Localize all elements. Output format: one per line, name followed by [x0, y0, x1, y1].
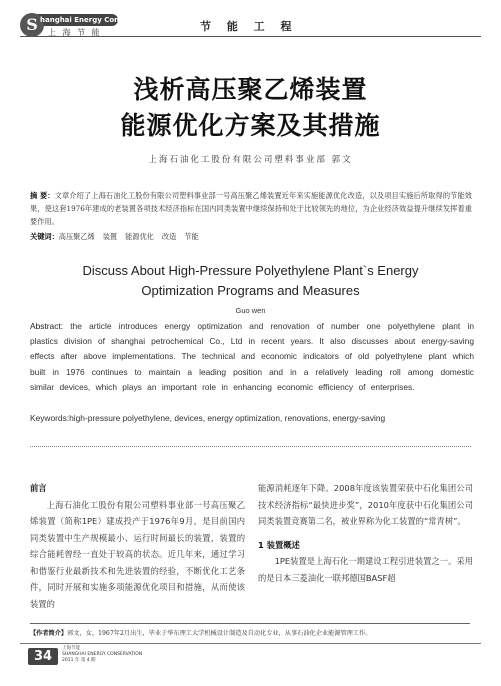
keywords-cn-label: 关键词： — [30, 232, 59, 241]
footer-journal-cn: 上海节能 — [62, 646, 80, 651]
body-paragraph: 能源消耗逐年下降。2008年度该装置荣获中石化集团公司技术经济指标“最快进步奖”，2010年度获中石化集团公司同类装置竞赛第二名，被业界称为化工装置的“常青树”。 — [258, 483, 473, 526]
abstract-cn — [30, 189, 472, 228]
footnote-divider — [30, 623, 470, 624]
english-title-line1: Discuss About High-Pressure Polyethylene Plant`s Energy — [82, 263, 419, 278]
keywords-en-text: high-pressure polyethylene, devices, energy optimization, renovations, energy-saving — [69, 413, 386, 423]
keywords-en-label: Keywords: — [30, 413, 70, 423]
keyword-cn: 高压聚乙烯 — [58, 232, 95, 241]
article-title-line2: 能源优化方案及其措施 — [120, 111, 381, 140]
journal-masthead — [20, 12, 157, 38]
keyword-cn: 能源优化 — [125, 232, 154, 241]
abstract-en-label: Abstract: — [30, 321, 64, 331]
header-divider — [20, 36, 481, 37]
keywords-en — [30, 411, 470, 426]
article-title-line1: 浅析高压聚乙烯装置 — [133, 75, 368, 104]
body-paragraph: 1PE装置是上海石化一期建设工程引进装置之一。采用的是日本三菱油化一联邦德国BASF超 — [258, 556, 473, 583]
keyword-cn: 装置 — [102, 232, 118, 241]
journal-name-en: hanghai Energy Conservation — [40, 16, 157, 24]
footnote-label: 【作者简介】 — [30, 630, 68, 637]
footer-divider — [20, 643, 481, 644]
abstract-cn-text: 文章介绍了上海石油化工股份有限公司塑料事业部一号高压聚乙烯装置近年来实施能源优化改造，以及项目实施后所取得的节能效果，使这套1976年建成的老装置各项技术经济指标在国内同类装置中继续保持和处于比较领先的地位，为企业经济效益提升继续发挥着重要作用。 — [30, 191, 472, 226]
journal-name-cn: 上 海 节 能 — [48, 28, 102, 37]
abstract-en-text: the article introduces energy optimization and renovation of number one polyethylene plant in plastics division of shanghai petrochemical Co., Ltd in recent years. It also discusses about energy-saving effects after above implementations. The technical and economic indicators of old polyethylene plant which built in 1976 continues to maintain a leading position and in a relatively leading roll among domestic similar devices, which plays an important role in enhancing economic efficiency of enterprises. — [30, 321, 474, 392]
footer-journal-info — [62, 646, 142, 664]
preface-heading: 前言 — [30, 483, 47, 493]
keyword-cn: 改造 — [161, 232, 177, 241]
footer-journal-en: SHANGHAI ENERGY CONSERVATION — [62, 652, 143, 657]
abstract-en — [30, 319, 474, 395]
body-column-left — [30, 480, 245, 612]
author-affiliation: 上海石油化工股份有限公司塑料事业部 郭文 — [148, 155, 353, 165]
abstract-cn-label: 摘 要： — [30, 191, 55, 200]
page-number: 34 — [28, 648, 58, 665]
footer-issue: 2011 年 第 4 期 — [62, 658, 96, 663]
english-author: Guo wen — [235, 306, 266, 315]
keywords-cn — [30, 232, 472, 242]
abstract-divider — [30, 446, 471, 447]
journal-logo: S — [20, 13, 44, 37]
keyword-cn: 节能 — [184, 232, 199, 241]
body-column-right — [258, 480, 473, 586]
body-paragraph: 上海石油化工股份有限公司塑料事业部一号高压聚乙烯装置（简称1PE）建成投产于1976年9月，是目前国内同类装置中生产规模最小、运行时间最长的装置，装置的综合能耗曾经一直处于较高的状态。近几年来，通过学习和借鉴行业最新技术和先进装置的经验，不断优化工艺条件，同时开展和实施多项能源优化项目和措施，从而使该装置的 — [30, 499, 245, 609]
footnote-text: 郭文，女，1967年2月出生，毕业于华东理工大学机械设计制造及自动化专业，从事石油化企业能源管理工作。 — [67, 630, 372, 637]
section-heading-1: 1 装置概述 — [258, 539, 300, 550]
english-title-line2: Optimization Programs and Measures — [141, 283, 360, 298]
author-bio-footnote — [30, 628, 480, 637]
section-heading: 节 能 工 程 — [200, 20, 298, 33]
